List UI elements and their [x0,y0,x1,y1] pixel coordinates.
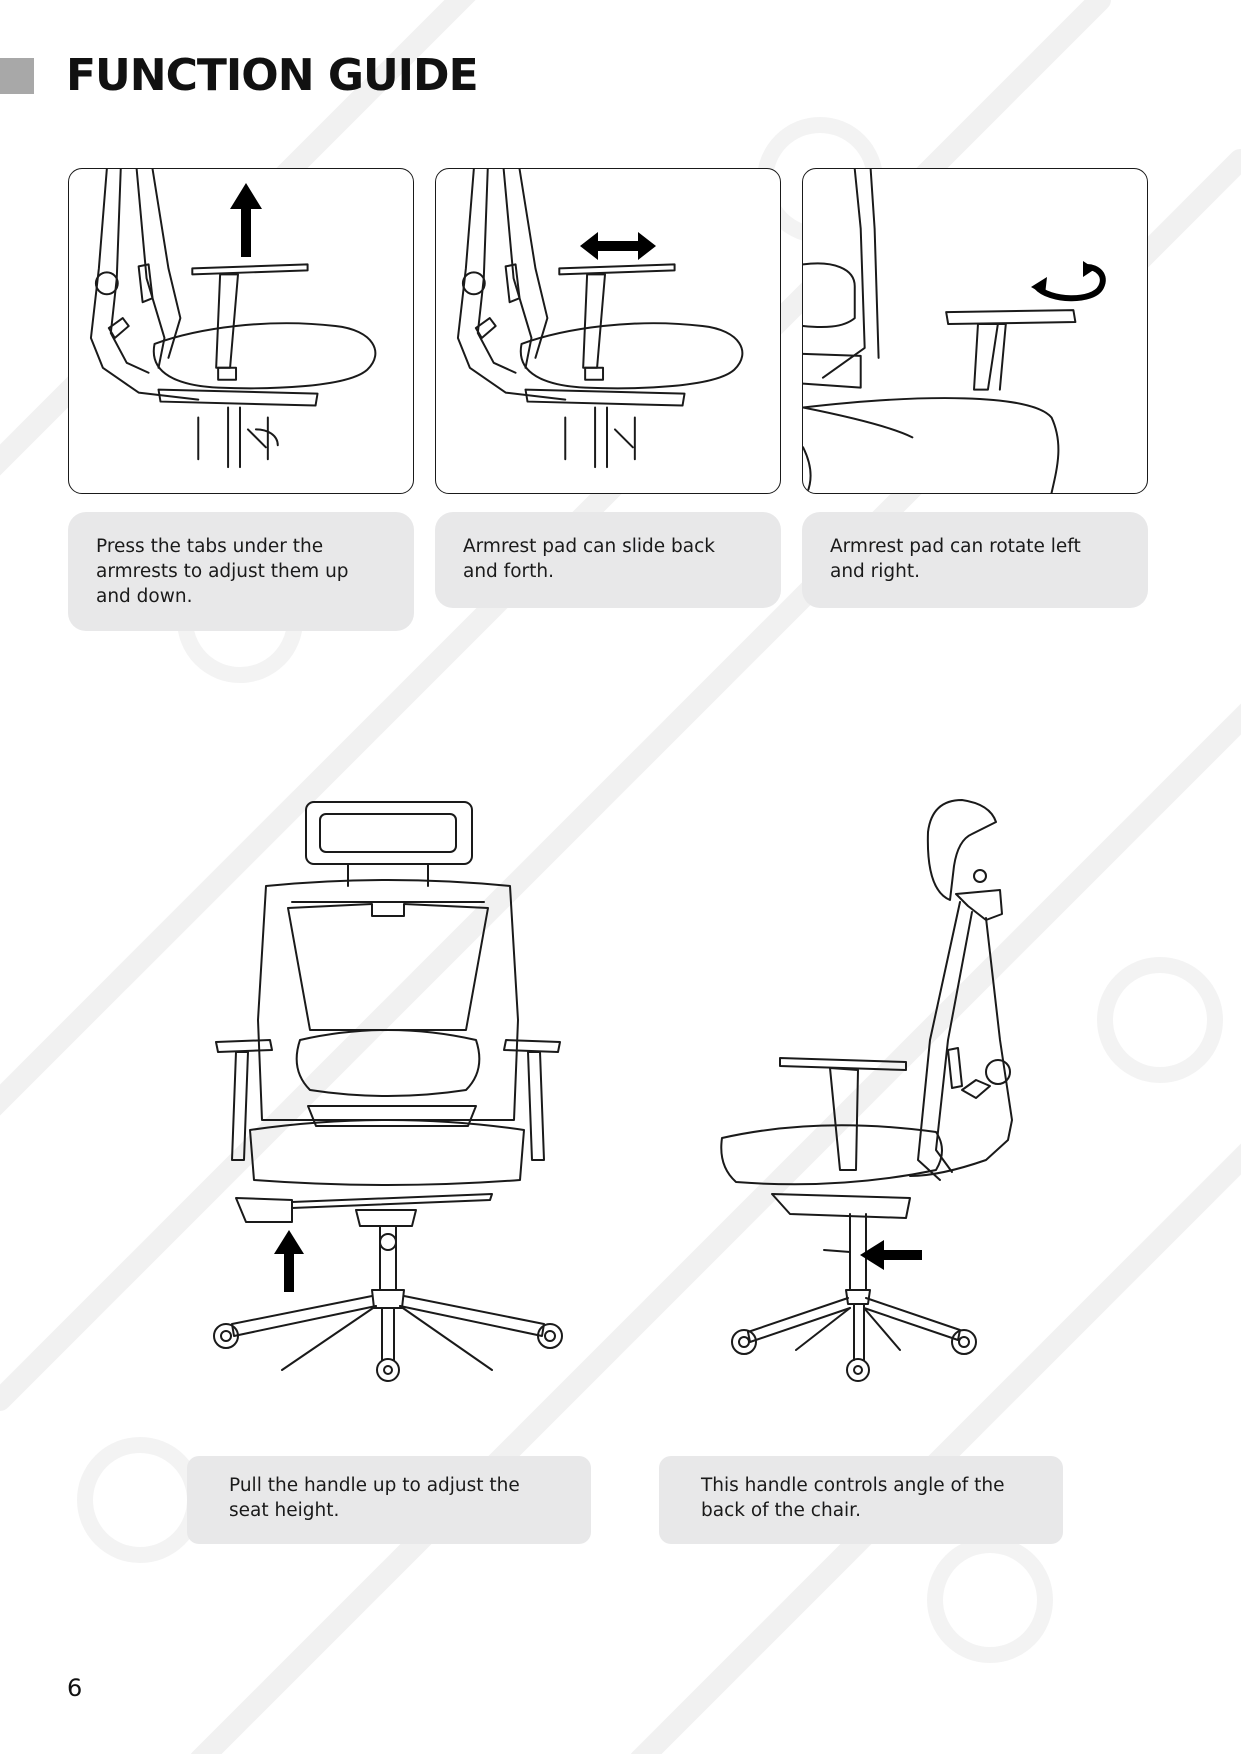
arrow-up-icon [274,1230,304,1292]
step-caption-rotate: Armrest pad can rotate left and right. [802,512,1148,608]
handle-caption-back-angle: This handle controls angle of the back of the chair. [659,1456,1063,1544]
armrest-height-illustration [68,168,414,494]
arrow-left-right-icon [580,231,656,261]
page-title: FUNCTION GUIDE [66,50,478,101]
arrow-left-icon [860,1240,922,1270]
armrest-slide-illustration [435,168,781,494]
step-caption-height: Press the tabs under the armrests to adjust them up and down. [68,512,414,631]
chair-side-illustration [700,790,1030,1390]
armrest-rotate-illustration [802,168,1148,494]
chair-front-illustration [196,790,576,1390]
heading-accent-bar [0,58,34,94]
arrow-up-icon [229,183,263,257]
handle-caption-seat-height: Pull the handle up to adjust the seat height. [187,1456,591,1544]
rotate-arrow-icon [1031,261,1111,305]
step-caption-slide: Armrest pad can slide back and forth. [435,512,781,608]
page-number: 6 [67,1674,83,1702]
